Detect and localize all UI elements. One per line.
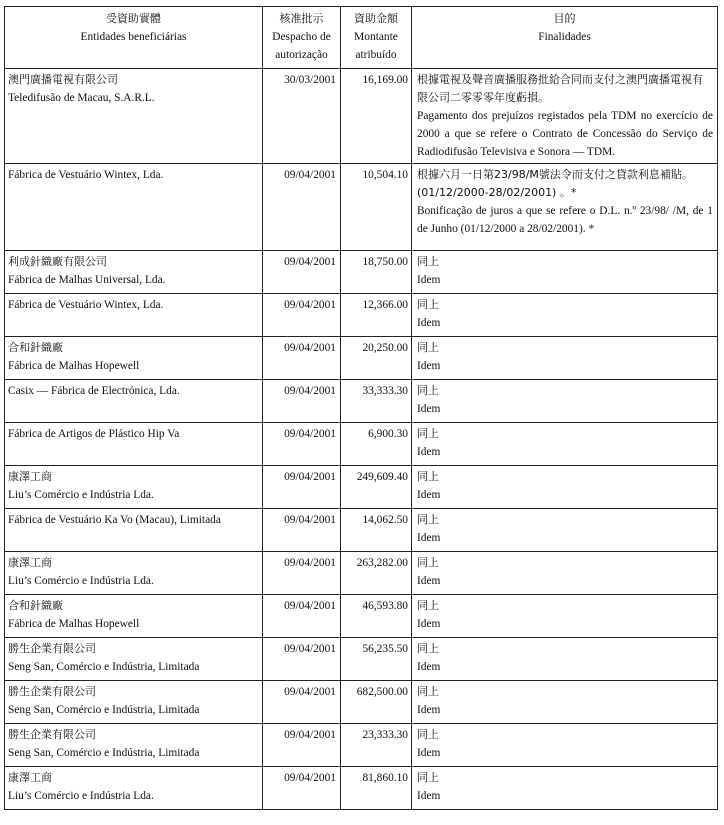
purpose-zh: 同上 bbox=[417, 513, 439, 526]
subsidy-table bbox=[4, 6, 718, 810]
table-row bbox=[5, 251, 718, 294]
purpose-pt: Idem bbox=[417, 704, 441, 716]
entity-name-pt: Fábrica de Vestuário Wintex, Lda. bbox=[8, 299, 164, 311]
dispatch-date: 09/04/2001 bbox=[263, 638, 341, 681]
amount-value: 16,169.00 bbox=[341, 69, 412, 164]
purpose-pt: Idem bbox=[417, 403, 441, 415]
table-row bbox=[5, 294, 718, 337]
purpose-zh: 同上 bbox=[417, 341, 439, 354]
header-amount-pt2: atribuído bbox=[355, 49, 397, 61]
entity-name-zh: 合和針織廠 bbox=[8, 599, 63, 612]
header-amount bbox=[341, 7, 412, 69]
entity-name-zh: 合和針織廠 bbox=[8, 341, 63, 354]
table-row bbox=[5, 767, 718, 810]
purpose-cell bbox=[412, 466, 718, 509]
header-entities-pt: Entidades beneficiárias bbox=[80, 31, 187, 43]
table-row bbox=[5, 552, 718, 595]
amount-value: 18,750.00 bbox=[341, 251, 412, 294]
purpose-pt: Idem bbox=[417, 532, 441, 544]
entity-cell bbox=[5, 251, 263, 294]
entity-name-pt: Teledifusão de Macau, S.A.R.L. bbox=[8, 92, 155, 104]
entity-name-zh: 康澤工商 bbox=[8, 556, 52, 569]
table-row bbox=[5, 423, 718, 466]
entity-name-zh: 勝生企業有限公司 bbox=[8, 685, 96, 698]
dispatch-date: 09/04/2001 bbox=[263, 724, 341, 767]
purpose-zh: 同上 bbox=[417, 599, 439, 612]
dispatch-date: 09/04/2001 bbox=[263, 423, 341, 466]
amount-value: 6,900.30 bbox=[341, 423, 412, 466]
purpose-cell bbox=[412, 509, 718, 552]
entity-name-zh: 利成針織廠有限公司 bbox=[8, 255, 107, 268]
entity-name-zh: 勝生企業有限公司 bbox=[8, 728, 96, 741]
entity-cell bbox=[5, 164, 263, 251]
entity-name-pt: Seng San, Comércio e Indústria, Limitada bbox=[8, 661, 200, 673]
entity-cell bbox=[5, 681, 263, 724]
header-purposes-zh: 目的 bbox=[553, 12, 576, 25]
dispatch-date: 09/04/2001 bbox=[263, 681, 341, 724]
purpose-zh: 同上 bbox=[417, 470, 439, 483]
amount-value: 81,860.10 bbox=[341, 767, 412, 810]
amount-value: 682,500.00 bbox=[341, 681, 412, 724]
table-row bbox=[5, 724, 718, 767]
dispatch-date: 09/04/2001 bbox=[263, 767, 341, 810]
purpose-cell bbox=[412, 337, 718, 380]
entity-name-pt: Liu’s Comércio e Indústria Lda. bbox=[8, 489, 154, 501]
table-row bbox=[5, 69, 718, 164]
header-dispatch bbox=[263, 7, 341, 69]
amount-value: 249,609.40 bbox=[341, 466, 412, 509]
header-dispatch-pt2: autorização bbox=[275, 49, 328, 61]
entity-cell bbox=[5, 724, 263, 767]
purpose-pt: Idem bbox=[417, 360, 441, 372]
purpose-pt: Idem bbox=[417, 790, 441, 802]
purpose-zh: 同上 bbox=[417, 771, 439, 784]
amount-value: 46,593.80 bbox=[341, 595, 412, 638]
purpose-zh: 同上 bbox=[417, 556, 439, 569]
amount-value: 10,504.10 bbox=[341, 164, 412, 251]
purpose-cell bbox=[412, 164, 718, 251]
purpose-cell bbox=[412, 552, 718, 595]
header-amount-pt1: Montante bbox=[354, 31, 398, 43]
purpose-pt: Idem bbox=[417, 274, 441, 286]
purpose-cell bbox=[412, 69, 718, 164]
dispatch-date: 09/04/2001 bbox=[263, 164, 341, 251]
entity-cell bbox=[5, 380, 263, 423]
amount-value: 20,250.00 bbox=[341, 337, 412, 380]
dispatch-date: 09/04/2001 bbox=[263, 552, 341, 595]
entity-cell bbox=[5, 466, 263, 509]
entity-cell bbox=[5, 294, 263, 337]
table-row bbox=[5, 337, 718, 380]
dispatch-date: 09/04/2001 bbox=[263, 251, 341, 294]
dispatch-date: 09/04/2001 bbox=[263, 294, 341, 337]
purpose-cell bbox=[412, 380, 718, 423]
purpose-cell bbox=[412, 294, 718, 337]
entity-cell bbox=[5, 509, 263, 552]
entity-cell bbox=[5, 638, 263, 681]
entity-name-pt: Fábrica de Vestuário Wintex, Lda. bbox=[8, 169, 164, 181]
entity-cell bbox=[5, 423, 263, 466]
purpose-pt: Idem bbox=[417, 618, 441, 630]
purpose-zh: 同上 bbox=[417, 685, 439, 698]
table-row bbox=[5, 466, 718, 509]
entity-name-pt: Fábrica de Malhas Universal, Lda. bbox=[8, 274, 166, 286]
table-row bbox=[5, 638, 718, 681]
entity-name-pt: Seng San, Comércio e Indústria, Limitada bbox=[8, 704, 200, 716]
amount-value: 33,333.30 bbox=[341, 380, 412, 423]
entity-name-zh: 澳門廣播電視有限公司 bbox=[8, 73, 118, 86]
table-header-row bbox=[5, 7, 718, 69]
purpose-zh: 同上 bbox=[417, 642, 439, 655]
amount-value: 12,366.00 bbox=[341, 294, 412, 337]
entity-name-pt: Casix — Fábrica de Electrónica, Lda. bbox=[8, 385, 180, 397]
purpose-zh: 同上 bbox=[417, 298, 439, 311]
entity-name-pt: Seng San, Comércio e Indústria, Limitada bbox=[8, 747, 200, 759]
dispatch-date: 09/04/2001 bbox=[263, 380, 341, 423]
header-dispatch-pt1: Despacho de bbox=[272, 31, 331, 43]
purpose-zh: 同上 bbox=[417, 384, 439, 397]
dispatch-date: 09/04/2001 bbox=[263, 337, 341, 380]
entity-name-pt: Fábrica de Malhas Hopewell bbox=[8, 618, 140, 630]
entity-cell bbox=[5, 337, 263, 380]
table-row bbox=[5, 164, 718, 251]
entity-cell bbox=[5, 552, 263, 595]
table-row bbox=[5, 509, 718, 552]
purpose-pt: Idem bbox=[417, 446, 441, 458]
table-row bbox=[5, 681, 718, 724]
purpose-cell bbox=[412, 638, 718, 681]
document-page bbox=[4, 6, 717, 810]
dispatch-date: 30/03/2001 bbox=[263, 69, 341, 164]
header-entities bbox=[5, 7, 263, 69]
entity-cell bbox=[5, 69, 263, 164]
entity-name-pt: Liu’s Comércio e Indústria Lda. bbox=[8, 790, 154, 802]
purpose-cell bbox=[412, 423, 718, 466]
purpose-pt: Bonificação de juros a que se refere o D.L. n.º 23/98/ /M, de 1 de Junho (01/12/2000 a 28/02/2001). * bbox=[417, 205, 713, 235]
purpose-zh: 同上 bbox=[417, 728, 439, 741]
purpose-cell bbox=[412, 681, 718, 724]
entity-name-pt: Fábrica de Artigos de Plástico Hip Va bbox=[8, 428, 180, 440]
header-amount-zh: 資助金額 bbox=[354, 12, 398, 25]
amount-value: 14,062.50 bbox=[341, 509, 412, 552]
amount-value: 56,235.50 bbox=[341, 638, 412, 681]
header-purposes bbox=[412, 7, 718, 69]
purpose-cell bbox=[412, 767, 718, 810]
header-entities-zh: 受資助實體 bbox=[106, 12, 161, 25]
entity-name-zh: 康澤工商 bbox=[8, 470, 52, 483]
purpose-pt: Idem bbox=[417, 575, 441, 587]
purpose-pt: Idem bbox=[417, 317, 441, 329]
entity-cell bbox=[5, 595, 263, 638]
entity-name-zh: 康澤工商 bbox=[8, 771, 52, 784]
amount-value: 23,333.30 bbox=[341, 724, 412, 767]
purpose-zh: 同上 bbox=[417, 255, 439, 268]
purpose-zh: 根據六月一日第23/98/M號法令而支付之貸款利息補貼。(01/12/2000-28/02/2001) 。* bbox=[417, 168, 693, 199]
header-purposes-pt: Finalidades bbox=[538, 31, 591, 43]
purpose-pt: Idem bbox=[417, 661, 441, 673]
purpose-zh: 同上 bbox=[417, 427, 439, 440]
purpose-pt: Pagamento dos prejuízos registados pela TDM no exercício de 2000 a que se refere o Contrato de Concessão do Serviço de Radiodifusão Televisiva e Sonora — TDM. bbox=[417, 110, 713, 158]
purpose-pt: Idem bbox=[417, 489, 441, 501]
dispatch-date: 09/04/2001 bbox=[263, 509, 341, 552]
entity-name-pt: Liu’s Comércio e Indústria Lda. bbox=[8, 575, 154, 587]
dispatch-date: 09/04/2001 bbox=[263, 595, 341, 638]
header-dispatch-zh: 核准批示 bbox=[279, 12, 324, 25]
table-row bbox=[5, 380, 718, 423]
table-row bbox=[5, 595, 718, 638]
purpose-zh: 根據電視及聲音廣播服務批給合同而支付之澳門廣播電視有限公司二零零零年度虧損。 bbox=[417, 73, 703, 104]
entity-name-zh: 勝生企業有限公司 bbox=[8, 642, 96, 655]
entity-cell bbox=[5, 767, 263, 810]
purpose-cell bbox=[412, 595, 718, 638]
dispatch-date: 09/04/2001 bbox=[263, 466, 341, 509]
purpose-cell bbox=[412, 724, 718, 767]
entity-name-pt: Fábrica de Malhas Hopewell bbox=[8, 360, 140, 372]
purpose-pt: Idem bbox=[417, 747, 441, 759]
entity-name-pt: Fábrica de Vestuário Ka Vo (Macau), Limitada bbox=[8, 514, 221, 526]
purpose-cell bbox=[412, 251, 718, 294]
amount-value: 263,282.00 bbox=[341, 552, 412, 595]
